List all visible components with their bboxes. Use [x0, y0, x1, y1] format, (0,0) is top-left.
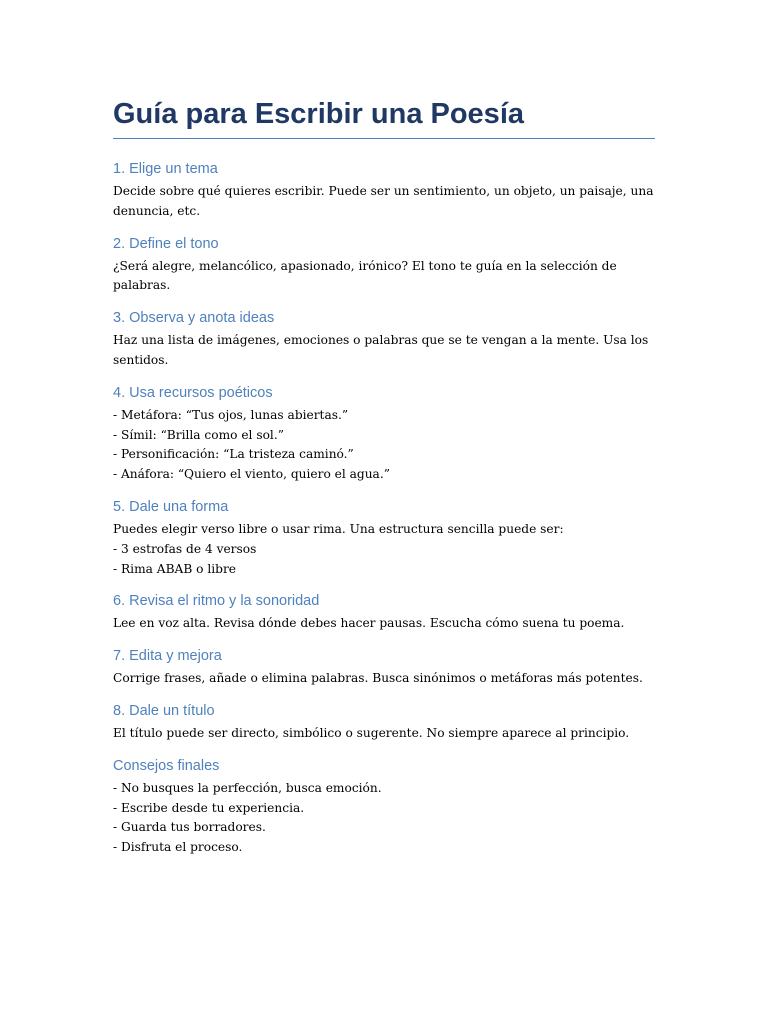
- section-text-line: El título puede ser directo, simbólico o sugerente. No siempre aparece al principio.: [113, 725, 630, 740]
- section-text-line: - Escribe desde tu experiencia.: [113, 800, 305, 815]
- section-7: [113, 647, 655, 689]
- section-2: [113, 235, 655, 297]
- section-heading: 3. Observa y anota ideas: [113, 310, 275, 327]
- section-heading: 6. Revisa el ritmo y la sonoridad: [113, 593, 320, 610]
- section-text-line: - 3 estrofas de 4 versos: [113, 541, 257, 556]
- section-text-line: Decide sobre qué quieres escribir. Puede ser un sentimiento, un objeto, un paisaje, una: [113, 184, 654, 198]
- section-5: [113, 498, 655, 579]
- section-heading: 5. Dale una forma: [113, 498, 229, 515]
- document-title: Guía para Escribir una Poesía: [113, 96, 655, 139]
- section-text-line: denuncia, etc.: [113, 203, 201, 218]
- section-3: [113, 309, 655, 371]
- section-text-line: - Anáfora: “Quiero el viento, quiero el agua.”: [113, 467, 390, 482]
- section-text-line: ¿Será alegre, melancólico, apasionado, irónico? El tono te guía en la selección de palabras.: [113, 258, 617, 293]
- sections-container: [113, 160, 655, 858]
- section-text-line: Puedes elegir verso libre o usar rima. Una estructura sencilla puede ser:: [113, 521, 564, 536]
- section-heading: 8. Dale un título: [113, 702, 215, 719]
- section-text-line: - No busques la perfección, busca emoción.: [113, 780, 382, 795]
- section-heading: 7. Edita y mejora: [113, 648, 222, 665]
- section-8: [113, 702, 655, 744]
- section-1: [113, 160, 655, 222]
- section-text-line: - Metáfora: “Tus ojos, lunas abiertas.”: [113, 407, 349, 422]
- section-heading: 4. Usa recursos poéticos: [113, 384, 273, 401]
- section-text-line: - Personificación: “La tristeza caminó.”: [113, 447, 354, 462]
- section-text-line: - Símil: “Brilla como el sol.”: [113, 427, 284, 442]
- document-page: [113, 96, 655, 858]
- section-text-line: - Guarda tus borradores.: [113, 820, 266, 835]
- section-heading: 1. Elige un tema: [113, 161, 218, 177]
- section-text-line: Lee en voz alta. Revisa dónde debes hacer pausas. Escucha cómo suena tu poema.: [113, 616, 625, 631]
- section-text-line: Corrige frases, añade o elimina palabras. Busca sinónimos o metáforas más potentes.: [113, 671, 643, 686]
- section-heading: Consejos finales: [113, 757, 220, 774]
- section-text-line: - Rima ABAB o libre: [113, 561, 236, 576]
- section-9: [113, 757, 655, 858]
- section-6: [113, 592, 655, 634]
- section-text-line: sentidos.: [113, 352, 169, 367]
- section-4: [113, 384, 655, 485]
- section-text-line: Haz una lista de imágenes, emociones o palabras que se te vengan a la mente. Usa los: [113, 333, 649, 348]
- section-text-line: - Disfruta el proceso.: [113, 840, 243, 855]
- section-heading: 2. Define el tono: [113, 235, 219, 252]
